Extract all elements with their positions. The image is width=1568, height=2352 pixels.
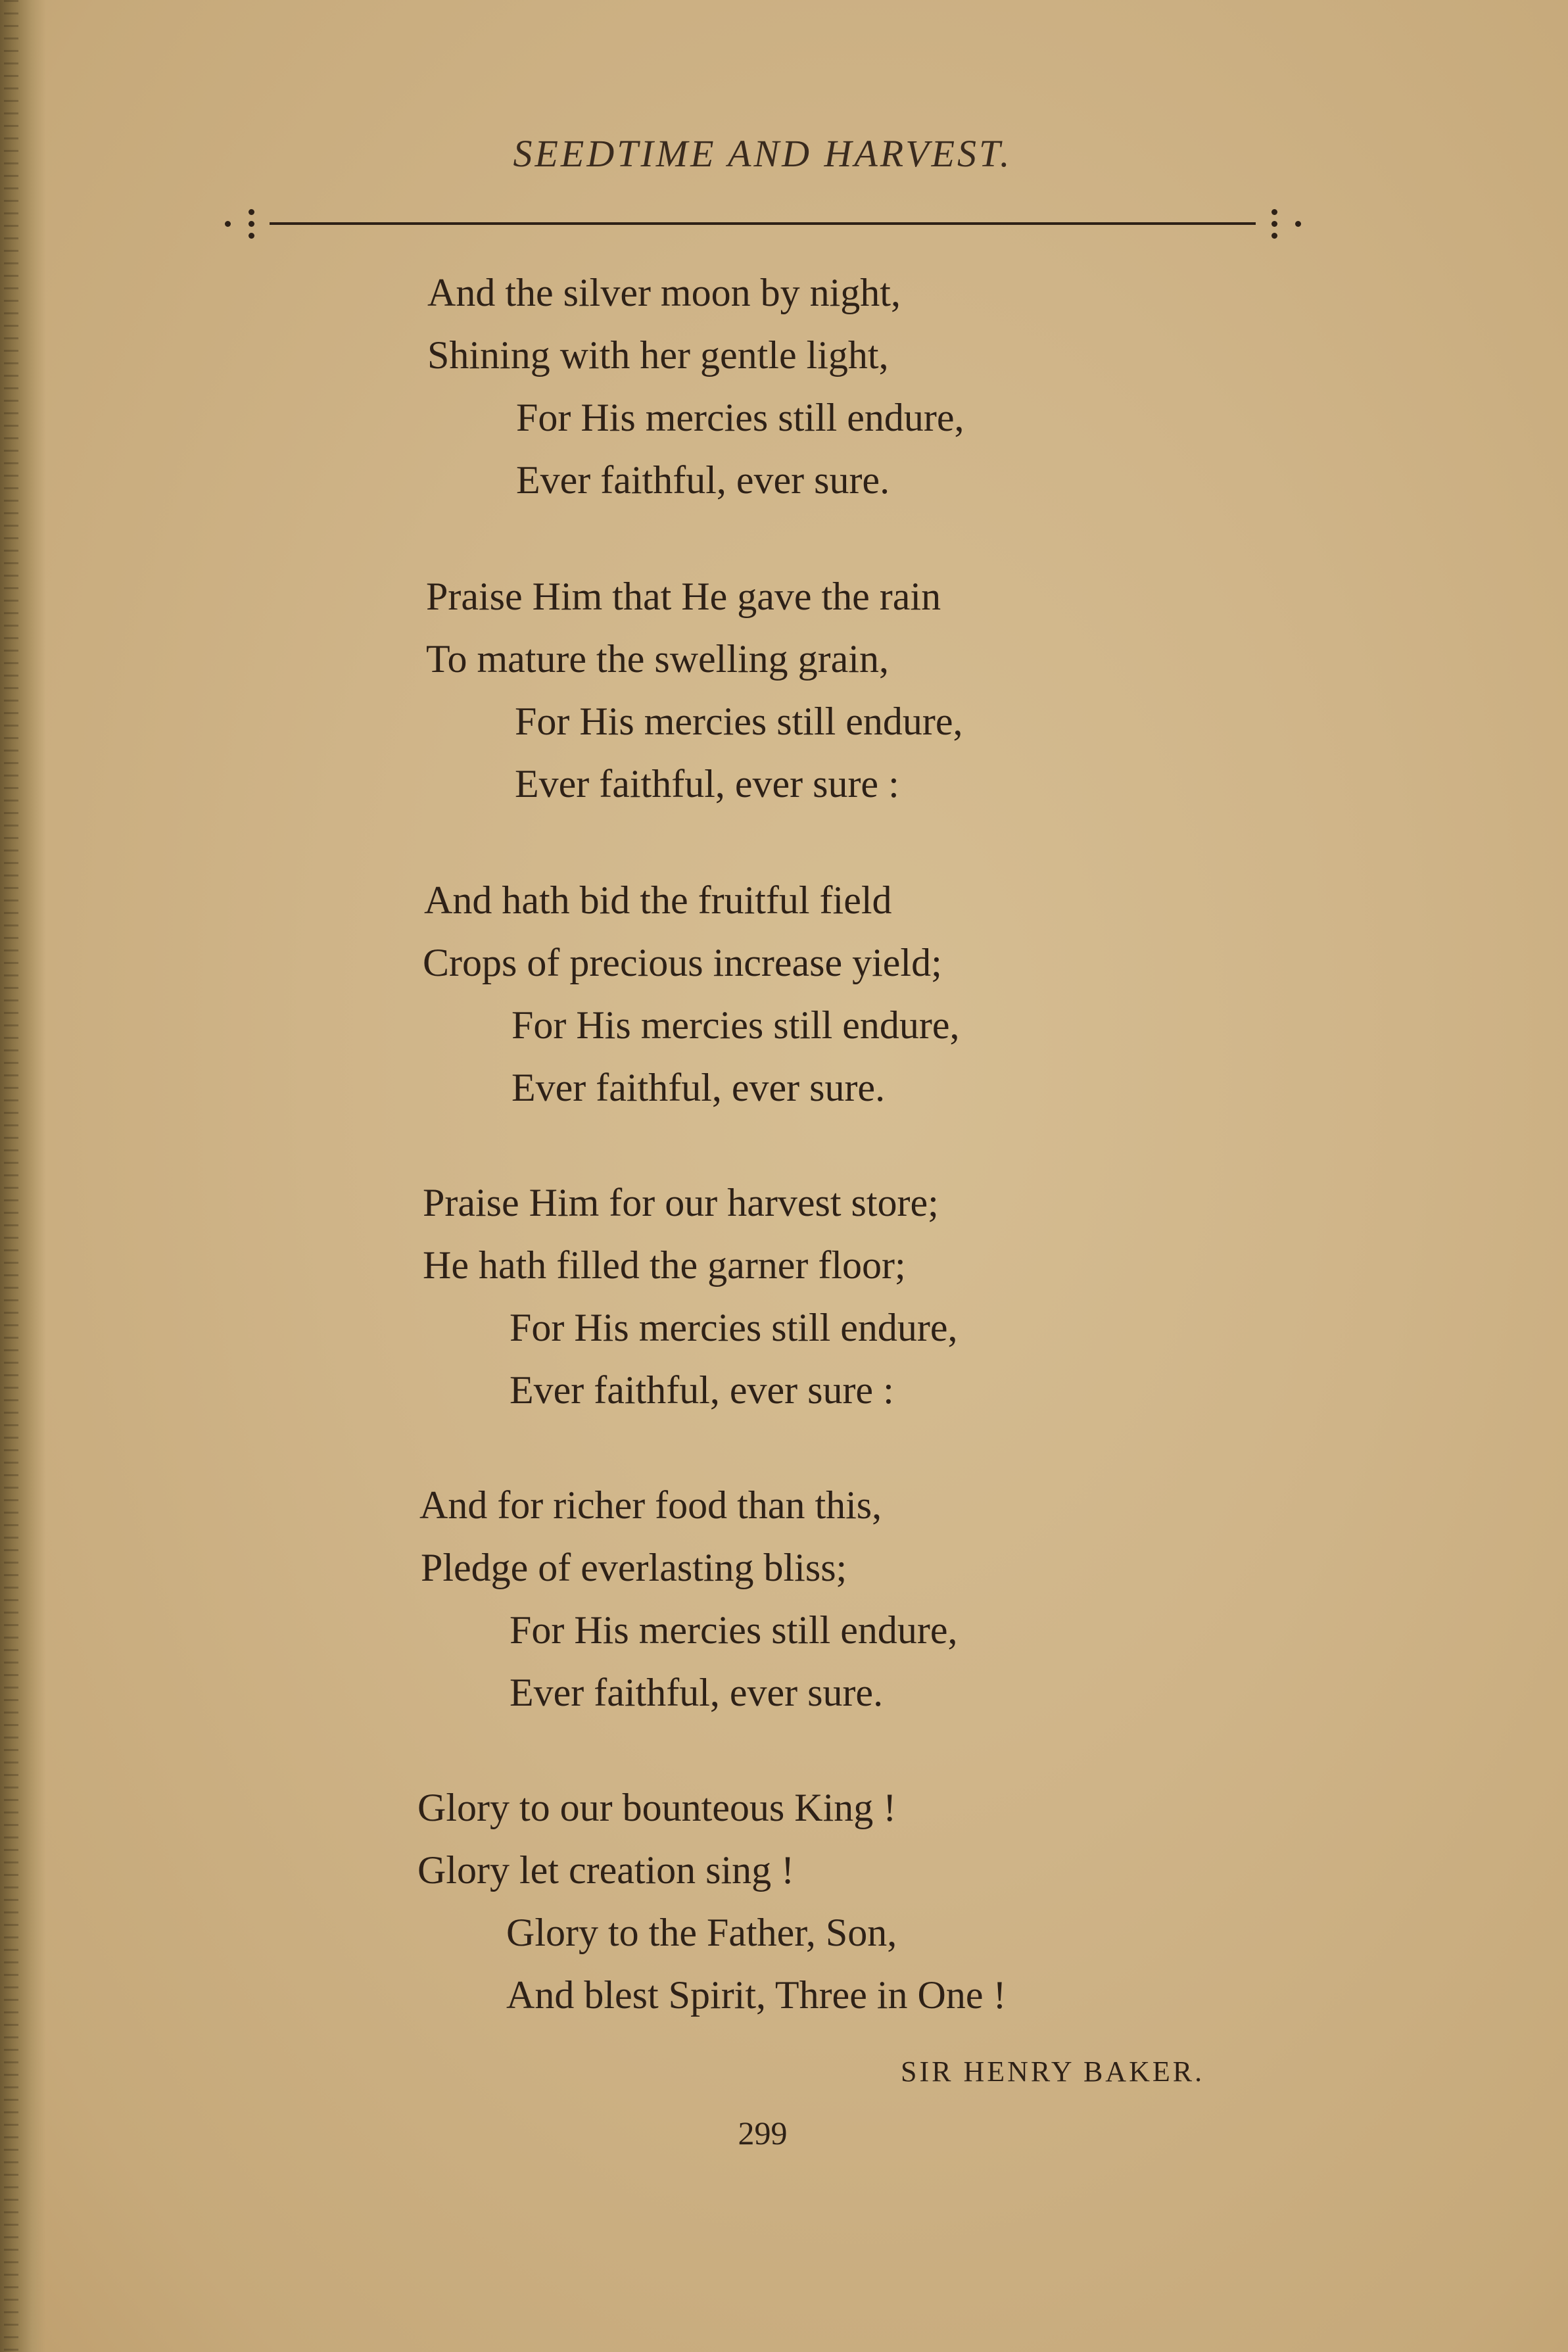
verse-line: Shining with her gentle light, [427,333,889,377]
verse-line: He hath filled the garner floor; [423,1243,906,1287]
left-ornament [217,197,263,250]
verse-line: Crops of precious increase yield; [423,941,942,984]
verse-line: And hath bid the fruitful field [424,878,892,922]
refrain-line: For His mercies still endure, [510,1608,958,1652]
verse-line: Glory to the Father, Son, [506,1911,897,1954]
refrain-line: Ever faithful, ever sure : [510,1368,894,1412]
refrain-line: For His mercies still endure, [510,1306,958,1349]
verse-line: Praise Him that He gave the rain [426,575,941,618]
verse-line: Glory to our bounteous King ! [417,1786,897,1829]
refrain-line: For His mercies still endure, [516,396,964,439]
verse-line: Praise Him for our harvest store; [423,1181,939,1224]
right-ornament [1262,197,1308,250]
horizontal-rule [270,222,1256,225]
binding-texture [4,0,18,2352]
refrain-line: Ever faithful, ever sure. [511,1066,886,1109]
verse-line: Pledge of everlasting bliss; [421,1546,847,1589]
refrain-line: For His mercies still endure, [511,1003,960,1047]
refrain-line: Ever faithful, ever sure. [510,1671,884,1714]
author-attribution: SIR HENRY BAKER. [901,2055,1205,2088]
verse-line: To mature the swelling grain, [426,637,889,681]
header-rule [217,197,1308,250]
verse-line: And for richer food than this, [419,1483,882,1527]
page-number: 299 [738,2115,788,2151]
refrain-line: For His mercies still endure, [515,700,963,743]
verse-line: And the silver moon by night, [427,271,901,314]
refrain-line: Ever faithful, ever sure. [516,458,890,502]
verse-line: And blest Spirit, Three in One ! [506,1973,1007,2017]
verse-line: Glory let creation sing ! [417,1848,795,1892]
refrain-line: Ever faithful, ever sure : [515,762,899,805]
running-head: SEEDTIME AND HARVEST. [513,132,1012,175]
